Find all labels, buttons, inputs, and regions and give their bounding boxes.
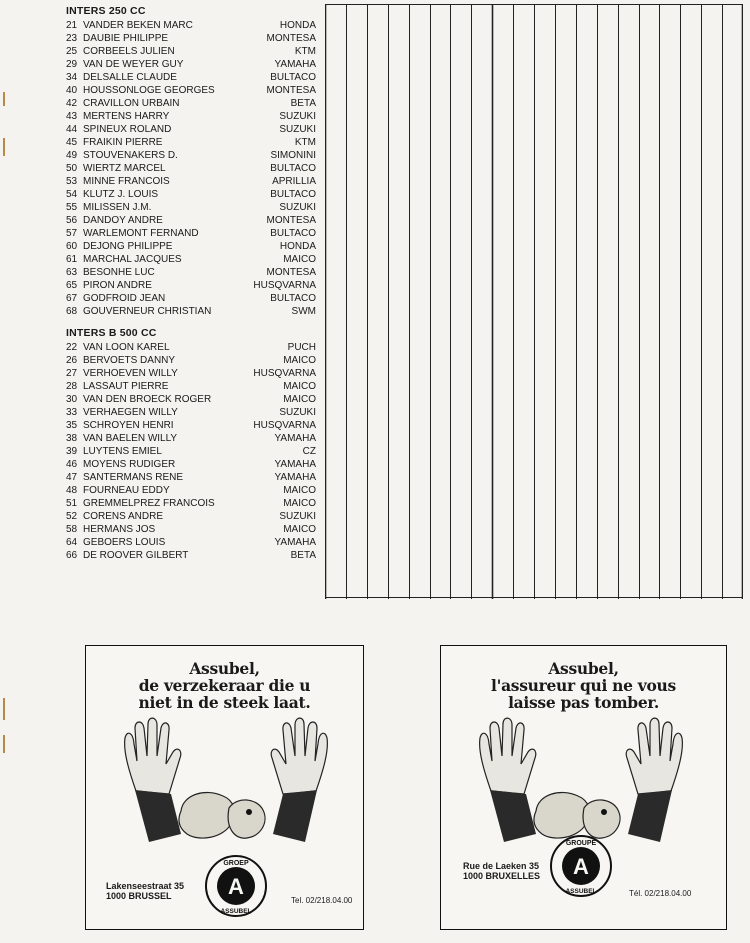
rider-entry bbox=[66, 84, 267, 97]
rider-entry bbox=[66, 380, 283, 393]
rider-number: 49 bbox=[66, 150, 78, 161]
rider-entry bbox=[66, 497, 283, 510]
rider-entry bbox=[66, 97, 291, 110]
ad-headline-line: laisse pas tomber. bbox=[508, 693, 659, 712]
rider-list bbox=[66, 4, 316, 562]
rider-name: GREMMELPREZ FRANCOIS bbox=[83, 498, 215, 509]
rider-name: DE ROOVER GILBERT bbox=[83, 550, 189, 561]
rider-brand: HUSQVARNA bbox=[253, 420, 316, 431]
rider-row bbox=[66, 367, 316, 380]
rider-number: 58 bbox=[66, 524, 78, 535]
ad-headline-line: Assubel, bbox=[548, 659, 619, 678]
rider-number: 68 bbox=[66, 306, 78, 317]
rider-brand: MAICO bbox=[283, 381, 316, 392]
rider-entry bbox=[66, 266, 267, 279]
rider-brand: BULTACO bbox=[270, 189, 316, 200]
rider-entry bbox=[66, 292, 270, 305]
rider-brand: KTM bbox=[294, 137, 316, 148]
rider-number: 45 bbox=[66, 137, 78, 148]
rider-entry bbox=[66, 19, 280, 32]
rider-name: KLUTZ J. LOUIS bbox=[83, 189, 159, 200]
rider-entry bbox=[66, 175, 272, 188]
ad-headline-line: Assubel, bbox=[189, 659, 260, 678]
inters-250-riders bbox=[66, 19, 316, 318]
section-title-inters-500: INTERS B 500 CC bbox=[66, 327, 157, 339]
rider-number: 48 bbox=[66, 485, 78, 496]
rider-name: LUYTENS EMIEL bbox=[83, 446, 162, 457]
assubel-ad-dutch bbox=[85, 645, 364, 930]
rider-entry bbox=[66, 136, 295, 149]
rider-entry bbox=[66, 445, 303, 458]
rider-brand: YAMAHA bbox=[274, 459, 316, 470]
rider-number: 23 bbox=[66, 33, 78, 44]
rider-number: 21 bbox=[66, 20, 78, 31]
rider-brand: SIMONINI bbox=[270, 150, 316, 161]
rider-entry bbox=[66, 393, 283, 406]
binder-mark bbox=[3, 735, 7, 753]
rider-number: 28 bbox=[66, 381, 78, 392]
rider-row bbox=[66, 419, 316, 432]
rider-name: BERVOETS DANNY bbox=[83, 355, 176, 366]
rider-brand: BETA bbox=[290, 550, 316, 561]
rider-name: GEBOERS LOUIS bbox=[83, 537, 166, 548]
rider-brand: SUZUKI bbox=[279, 111, 316, 122]
rider-name: GOUVERNEUR CHRISTIAN bbox=[83, 306, 212, 317]
rider-entry bbox=[66, 406, 279, 419]
rider-row bbox=[66, 484, 316, 497]
binder-mark bbox=[3, 92, 7, 106]
logo-top-text: GROEP bbox=[223, 860, 249, 867]
rider-row bbox=[66, 19, 316, 32]
rider-name: VAN DEN BROECK ROGER bbox=[83, 394, 212, 405]
rider-number: 39 bbox=[66, 446, 78, 457]
rider-row bbox=[66, 45, 316, 58]
rider-row bbox=[66, 279, 316, 292]
rider-entry bbox=[66, 367, 253, 380]
rider-brand: BULTACO bbox=[270, 228, 316, 239]
ad-headline-line: de verzekeraar die u bbox=[138, 676, 311, 695]
rider-brand: BULTACO bbox=[270, 72, 316, 83]
rider-name: LASSAUT PIERRE bbox=[83, 381, 169, 392]
rider-row bbox=[66, 97, 316, 110]
rider-name: VERHAEGEN WILLY bbox=[83, 407, 178, 418]
rider-number: 47 bbox=[66, 472, 78, 483]
rider-name: VERHOEVEN WILLY bbox=[83, 368, 178, 379]
rider-row bbox=[66, 406, 316, 419]
ad-telephone: Tél. 02/218.04.00 bbox=[629, 889, 692, 898]
rider-number: 60 bbox=[66, 241, 78, 252]
rider-brand: YAMAHA bbox=[274, 537, 316, 548]
rider-brand: HONDA bbox=[279, 20, 316, 31]
rider-entry bbox=[66, 149, 270, 162]
rider-number: 27 bbox=[66, 368, 78, 379]
rider-row bbox=[66, 341, 316, 354]
rider-brand: SWM bbox=[291, 306, 316, 317]
rider-row bbox=[66, 32, 316, 45]
scoring-grid bbox=[325, 4, 743, 598]
rider-brand: APRILLIA bbox=[272, 176, 316, 187]
rider-number: 22 bbox=[66, 342, 78, 353]
rider-brand: BETA bbox=[290, 98, 316, 109]
rider-row bbox=[66, 71, 316, 84]
rider-brand: MAICO bbox=[283, 498, 316, 509]
rider-brand: MONTESA bbox=[266, 267, 316, 278]
rider-number: 53 bbox=[66, 176, 78, 187]
rider-brand: KTM bbox=[294, 46, 316, 57]
rider-row bbox=[66, 253, 316, 266]
assubel-ad-french bbox=[440, 645, 727, 930]
rider-number: 51 bbox=[66, 498, 78, 509]
logo-bottom-text: ASSUBEL bbox=[220, 908, 252, 915]
rider-row bbox=[66, 510, 316, 523]
rider-number: 38 bbox=[66, 433, 78, 444]
rider-entry bbox=[66, 549, 291, 562]
logo-bottom-text: ASSUBEL bbox=[565, 888, 597, 895]
rider-number: 26 bbox=[66, 355, 78, 366]
ad-headline bbox=[86, 660, 363, 711]
rider-entry bbox=[66, 45, 295, 58]
ad-address bbox=[463, 861, 540, 881]
rider-number: 66 bbox=[66, 550, 78, 561]
rider-number: 52 bbox=[66, 511, 78, 522]
rider-entry bbox=[66, 279, 253, 292]
rider-row bbox=[66, 536, 316, 549]
rider-brand: MAICO bbox=[283, 524, 316, 535]
rider-number: 57 bbox=[66, 228, 78, 239]
rider-entry bbox=[66, 188, 270, 201]
rider-name: CORBEELS JULIEN bbox=[83, 46, 175, 57]
inters-500-riders bbox=[66, 341, 316, 562]
rider-name: DEJONG PHILIPPE bbox=[83, 241, 173, 252]
ad-address-line: Lakenseestraat 35 bbox=[106, 881, 185, 891]
rider-name: SANTERMANS RENE bbox=[83, 472, 184, 483]
rider-entry bbox=[66, 123, 279, 136]
rider-brand: MONTESA bbox=[266, 33, 316, 44]
rider-brand: HONDA bbox=[279, 241, 316, 252]
rider-entry bbox=[66, 484, 283, 497]
rider-name: BESONHE LUC bbox=[83, 267, 155, 278]
rider-row bbox=[66, 393, 316, 406]
rider-row bbox=[66, 523, 316, 536]
rider-brand: MAICO bbox=[283, 355, 316, 366]
rider-row bbox=[66, 58, 316, 71]
rider-number: 63 bbox=[66, 267, 78, 278]
rider-number: 55 bbox=[66, 202, 78, 213]
ad-telephone: Tel. 02/218.04.00 bbox=[291, 896, 353, 905]
rider-row bbox=[66, 214, 316, 227]
rider-entry bbox=[66, 305, 292, 318]
rider-entry bbox=[66, 240, 280, 253]
rider-name: VAN DE WEYER GUY bbox=[83, 59, 184, 70]
rider-name: HOUSSONLOGE GEORGES bbox=[83, 85, 215, 96]
rider-entry bbox=[66, 536, 275, 549]
rider-number: 46 bbox=[66, 459, 78, 470]
rider-entry bbox=[66, 253, 283, 266]
rider-row bbox=[66, 292, 316, 305]
rider-entry bbox=[66, 58, 275, 71]
rider-name: MARCHAL JACQUES bbox=[83, 254, 182, 265]
rider-row bbox=[66, 240, 316, 253]
rider-entry bbox=[66, 162, 270, 175]
rider-brand: YAMAHA bbox=[274, 472, 316, 483]
binder-mark bbox=[3, 698, 7, 720]
rider-name: WIERTZ MARCEL bbox=[83, 163, 166, 174]
rider-row bbox=[66, 84, 316, 97]
ad-address-line: Rue de Laeken 35 bbox=[463, 861, 540, 871]
rider-brand: CZ bbox=[302, 446, 316, 457]
rider-row bbox=[66, 266, 316, 279]
ad-headline bbox=[441, 660, 726, 711]
rider-brand: MAICO bbox=[283, 485, 316, 496]
rider-number: 40 bbox=[66, 85, 78, 96]
section-title-inters-250: INTERS 250 CC bbox=[66, 5, 146, 17]
rider-brand: SUZUKI bbox=[279, 511, 316, 522]
rider-row bbox=[66, 227, 316, 240]
rider-entry bbox=[66, 110, 279, 123]
rider-entry bbox=[66, 71, 270, 84]
rider-name: VAN BAELEN WILLY bbox=[83, 433, 178, 444]
rider-number: 33 bbox=[66, 407, 78, 418]
rider-entry bbox=[66, 432, 275, 445]
rider-brand: SUZUKI bbox=[279, 407, 316, 418]
rider-brand: YAMAHA bbox=[274, 433, 316, 444]
rider-name: FRAIKIN PIERRE bbox=[83, 137, 163, 148]
rider-entry bbox=[66, 458, 275, 471]
rider-brand: MONTESA bbox=[266, 85, 316, 96]
rider-row bbox=[66, 471, 316, 484]
rider-name: SCHROYEN HENRI bbox=[83, 420, 174, 431]
rider-name: VANDER BEKEN MARC bbox=[83, 20, 193, 31]
assubel-logo bbox=[549, 834, 613, 898]
hands-catching-illustration bbox=[466, 716, 696, 851]
rider-row bbox=[66, 458, 316, 471]
rider-entry bbox=[66, 419, 253, 432]
rider-entry bbox=[66, 354, 283, 367]
rider-entry bbox=[66, 214, 267, 227]
rider-row bbox=[66, 432, 316, 445]
rider-row bbox=[66, 549, 316, 562]
rider-name: WARLEMONT FERNAND bbox=[83, 228, 199, 239]
rider-number: 54 bbox=[66, 189, 78, 200]
rider-row bbox=[66, 497, 316, 510]
scoring-grid-lines bbox=[325, 5, 743, 599]
binder-mark bbox=[3, 138, 7, 156]
rider-entry bbox=[66, 523, 283, 536]
rider-brand: HUSQVARNA bbox=[253, 368, 316, 379]
rider-name: PIRON ANDRE bbox=[83, 280, 152, 291]
rider-row bbox=[66, 188, 316, 201]
rider-row bbox=[66, 305, 316, 318]
rider-name: FOURNEAU EDDY bbox=[83, 485, 170, 496]
rider-name: CORENS ANDRE bbox=[83, 511, 164, 522]
rider-number: 67 bbox=[66, 293, 78, 304]
rider-row bbox=[66, 162, 316, 175]
rider-number: 25 bbox=[66, 46, 78, 57]
ad-headline-line: l'assureur qui ne vous bbox=[491, 676, 676, 695]
rider-name: GODFROID JEAN bbox=[83, 293, 166, 304]
rider-number: 29 bbox=[66, 59, 78, 70]
rider-number: 61 bbox=[66, 254, 78, 265]
rider-row bbox=[66, 175, 316, 188]
rider-entry bbox=[66, 32, 267, 45]
rider-name: MERTENS HARRY bbox=[83, 111, 170, 122]
rider-number: 30 bbox=[66, 394, 78, 405]
rider-row bbox=[66, 354, 316, 367]
rider-name: MOYENS RUDIGER bbox=[83, 459, 176, 470]
rider-name: MILISSEN J.M. bbox=[83, 202, 152, 213]
rider-number: 42 bbox=[66, 98, 78, 109]
rider-number: 65 bbox=[66, 280, 78, 291]
rider-brand: MAICO bbox=[283, 394, 316, 405]
hands-catching-illustration bbox=[111, 716, 341, 851]
rider-number: 50 bbox=[66, 163, 78, 174]
rider-name: DAUBIE PHILIPPE bbox=[83, 33, 169, 44]
rider-entry bbox=[66, 227, 270, 240]
logo-letter: A bbox=[573, 854, 589, 879]
rider-row bbox=[66, 110, 316, 123]
rider-brand: SUZUKI bbox=[279, 124, 316, 135]
rider-row bbox=[66, 123, 316, 136]
rider-row bbox=[66, 380, 316, 393]
rider-name: CRAVILLON URBAIN bbox=[83, 98, 180, 109]
ad-address bbox=[106, 881, 184, 901]
rider-name: VAN LOON KAREL bbox=[83, 342, 170, 353]
rider-brand: MAICO bbox=[283, 254, 316, 265]
rider-brand: BULTACO bbox=[270, 163, 316, 174]
rider-name: SPINEUX ROLAND bbox=[83, 124, 172, 135]
rider-brand: SUZUKI bbox=[279, 202, 316, 213]
rider-brand: MONTESA bbox=[266, 215, 316, 226]
rider-number: 64 bbox=[66, 537, 78, 548]
assubel-logo bbox=[204, 854, 268, 918]
rider-entry bbox=[66, 341, 288, 354]
rider-number: 44 bbox=[66, 124, 78, 135]
rider-name: STOUVENAKERS D. bbox=[83, 150, 178, 161]
rider-entry bbox=[66, 201, 279, 214]
rider-name: DELSALLE CLAUDE bbox=[83, 72, 177, 83]
rider-brand: PUCH bbox=[287, 342, 316, 353]
rider-brand: HUSQVARNA bbox=[253, 280, 316, 291]
rider-number: 35 bbox=[66, 420, 78, 431]
rider-name: HERMANS JOS bbox=[83, 524, 156, 535]
rider-number: 43 bbox=[66, 111, 78, 122]
logo-letter: A bbox=[228, 874, 244, 899]
rider-row bbox=[66, 136, 316, 149]
rider-number: 56 bbox=[66, 215, 78, 226]
logo-top-text: GROUPE bbox=[565, 840, 597, 847]
rider-brand: BULTACO bbox=[270, 293, 316, 304]
ad-headline-line: niet in de steek laat. bbox=[138, 693, 311, 712]
ad-address-line: 1000 BRUSSEL bbox=[106, 891, 172, 901]
rider-row bbox=[66, 201, 316, 214]
rider-row bbox=[66, 445, 316, 458]
rider-entry bbox=[66, 471, 275, 484]
rider-brand: YAMAHA bbox=[274, 59, 316, 70]
rider-name: MINNE FRANCOIS bbox=[83, 176, 170, 187]
rider-number: 34 bbox=[66, 72, 78, 83]
rider-name: DANDOY ANDRE bbox=[83, 215, 163, 226]
rider-entry bbox=[66, 510, 279, 523]
rider-row bbox=[66, 149, 316, 162]
ad-address-line: 1000 BRUXELLES bbox=[463, 871, 541, 881]
